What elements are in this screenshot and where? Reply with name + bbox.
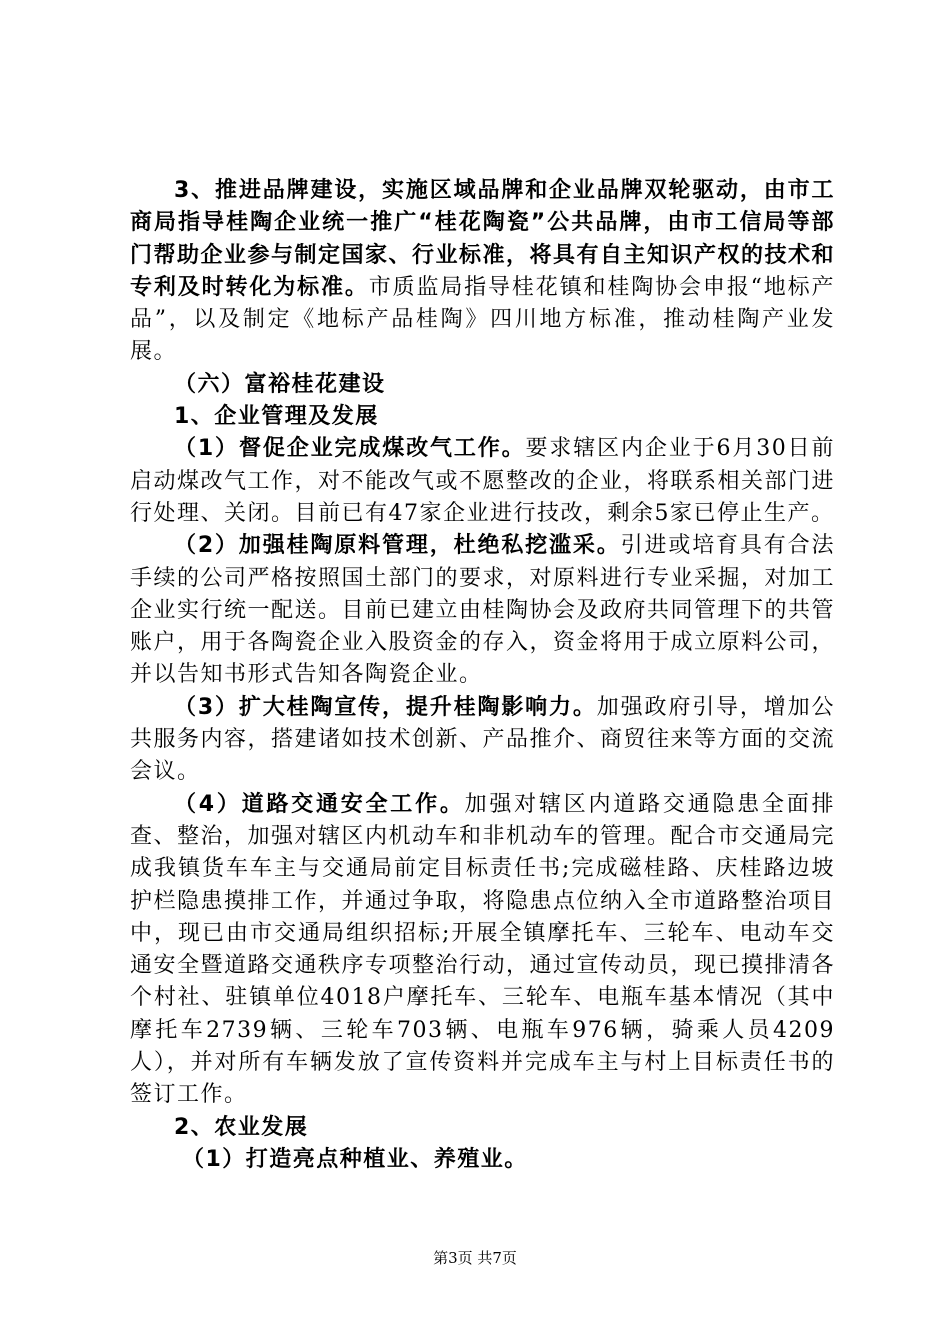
item-heading-planting: （1）打造亮点种植业、养殖业。 [182, 1146, 528, 1172]
paragraph-lead-bold: （3）扩大桂陶宣传，提升桂陶影响力。 [174, 694, 597, 720]
paragraph-text: 加强对辖区内道路交通隐患全面排查、整治，加强对辖区内机动车和非机动车的管理。配合市交通局完成我镇货车车主与交通局前定目标责任书;完成磁桂路、庆桂路边坡护栏隐患摸排工作，并通过争取，将隐患点位纳入全市道路整治项目中，现已由市交通局组织招标;开展全镇摩托车、三轮车、电动车交通安全暨道路交通秩序专项整治行动，通过宣传动员，现已摸排清各个村社、驻镇单位4018户摩托车、三轮车、电瓶车基本情况（其中摩托车2739辆、三轮车703辆、电瓶车976辆，骑乘人员4209人），并对所有车辆发放了宣传资料并完成车主与村上目标责任书的签订工作。 [130, 791, 836, 1108]
page-number-footer: 第3页 共7页 [433, 1249, 517, 1267]
paragraph-lead-bold: （4）道路交通安全工作。 [174, 791, 465, 817]
paragraph-brand-building [130, 175, 835, 369]
paragraph-text: 引进或培育具有合法手续的公司严格按照国土部门的要求，对原料进行专业采掘，对加工企业实行统一配送。目前已建立由桂陶协会及政府共同管理下的共管账户，用于各陶瓷企业入股资金的存入，资金将用于成立原料公司，并以告知书形式告知各陶瓷企业。 [130, 533, 836, 688]
paragraph-raw-material [130, 530, 835, 691]
subsection-heading-enterprise: 1、企业管理及发展 [174, 404, 379, 430]
paragraph-publicity [130, 692, 835, 789]
paragraph-lead-bold: 3、推进品牌建设，实施区域品牌和企业品牌双轮驱动，由市工商局指导桂陶企业统一推广“桂花陶瓷”公共品牌，由市工信局等部门帮助企业参与制定国家、行业标准，将具有自主知识产权的技术和专利及时转化为标准。 [130, 178, 836, 300]
paragraph-road-safety [130, 789, 835, 1112]
paragraph-lead-bold: （1）督促企业完成煤改气工作。 [174, 436, 526, 462]
paragraph-lead-bold: （2）加强桂陶原料管理，杜绝私挖滥采。 [174, 533, 621, 559]
paragraph-coal-to-gas [130, 433, 835, 530]
paragraph-text: 加强政府引导，增加公共服务内容，搭建诸如技术创新、产品推介、商贸往来等方面的交流会议。 [130, 694, 836, 785]
document-body [130, 175, 835, 1176]
paragraph-text: 要求辖区内企业于6月30日前启动煤改气工作，对不能改气或不愿整改的企业，将联系相关部门进行处理、关闭。目前已有47家企业进行技改，剩余5家已停止生产。 [130, 436, 836, 526]
paragraph-text: 市质监局指导桂花镇和桂陶协会申报“地标产品”，以及制定《地标产品桂陶》四川地方标准，推动桂陶产业发展。 [130, 274, 835, 365]
section-heading-six: （六）富裕桂花建设 [174, 371, 386, 397]
subsection-heading-agriculture: 2、农业发展 [174, 1114, 309, 1140]
